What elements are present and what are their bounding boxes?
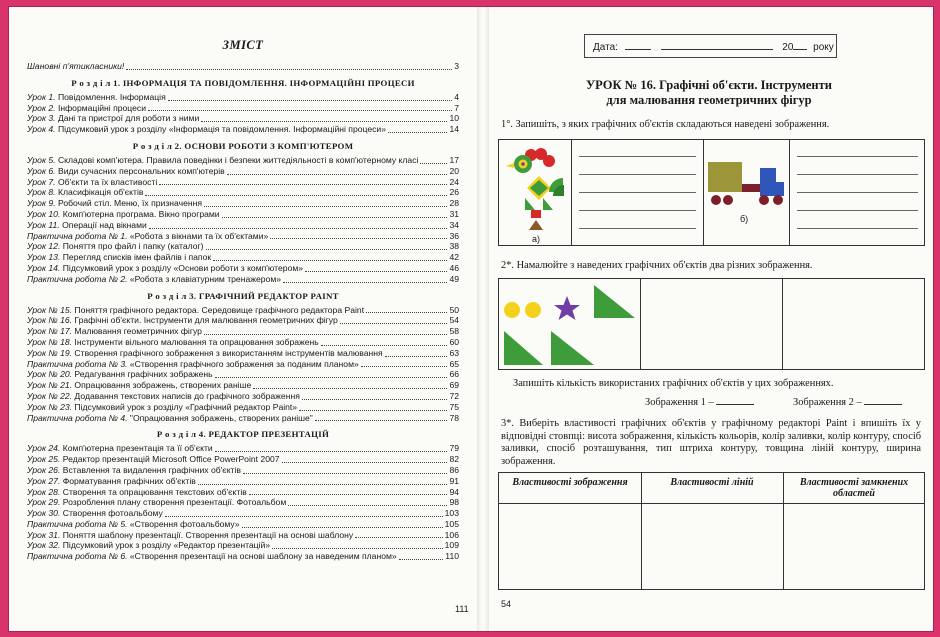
toc-entry-text: Повідомлення. Інформація (55, 91, 166, 102)
toc-entry-title (27, 198, 202, 209)
answer-line[interactable] (797, 174, 918, 175)
right-page-number: 54 (501, 599, 512, 609)
toc-page-number: 14 (449, 124, 459, 135)
divider (571, 140, 572, 245)
toc-entry[interactable] (27, 519, 459, 530)
toc-entry-text: Комп'ютерна програма. Вікно програми (60, 208, 220, 219)
table-header-areas: Властивості замкнених областей (783, 473, 925, 504)
toc-entry-text: Перегляд списків імен файлів і папок (60, 252, 212, 263)
toc-entry-title (27, 497, 286, 508)
toc-page-number: 79 (449, 443, 459, 454)
toc-leader-dots (249, 494, 448, 495)
toc-leader-dots (282, 462, 448, 463)
toc-entry-title (27, 274, 281, 285)
toc-entry-text: Опрацювання зображень, створених раніше (72, 380, 252, 391)
toc-entry-title (27, 508, 163, 519)
toc-entry-title (27, 61, 124, 72)
toc-entry[interactable] (27, 391, 459, 402)
drawing-area-1[interactable] (641, 279, 782, 369)
toc-entry[interactable] (27, 465, 459, 476)
toc-entry-text: Об'єкти та їх властивості (55, 176, 158, 187)
toc-entry-title (27, 337, 319, 348)
toc-leader-dots (315, 420, 448, 421)
label-a: а) (532, 234, 541, 244)
date-month-line[interactable] (661, 41, 773, 50)
properties-table (498, 472, 925, 590)
toc-entry-title (27, 177, 157, 188)
toc-entry-text: Вставлення та видалення графічних об'єктів (60, 464, 241, 475)
toc-entry-title (27, 326, 202, 337)
toc-entry-title (27, 487, 247, 498)
toc-entry[interactable] (27, 348, 459, 359)
book-spread (8, 6, 934, 632)
toc-entry-prefix: Урок № 21. (27, 380, 73, 391)
toc-leader-dots (385, 356, 448, 357)
toc-leader-dots (299, 410, 447, 411)
toc-entry-prefix: Урок 6. (27, 165, 56, 176)
toc-entry[interactable] (27, 508, 459, 519)
toc-entry-title (27, 220, 147, 231)
toc-entry[interactable] (27, 103, 459, 114)
toc-entry[interactable] (27, 497, 459, 508)
toc-leader-dots (288, 505, 447, 506)
toc-entry-title (27, 391, 300, 402)
toc-leader-dots (227, 174, 448, 175)
toc-entry-text: Складові комп'ютера. Правила поведінки і безпеки життєдіяльності в комп'ютерному класі (55, 154, 419, 165)
toc-leader-dots (361, 366, 448, 367)
toc-page-number: 38 (449, 241, 459, 252)
toc-leader-dots (201, 121, 447, 122)
toc-page-number: 69 (449, 380, 459, 391)
toc-entry-text: Форматування графічних об'єктів (60, 475, 196, 486)
toc-entry[interactable] (27, 402, 459, 413)
toc-entry-text: Підсумковий урок з розділу «Редактор презентацій» (60, 540, 271, 551)
toc-entry-prefix: Урок 11. (27, 219, 60, 230)
answer-line[interactable] (579, 156, 696, 157)
toc-entry-text: Поняття графічного редактора. Середовище графічного редактора Paint (72, 304, 365, 315)
toc-entry-prefix: Урок 3. (27, 113, 56, 124)
drawing-area-2[interactable] (783, 279, 924, 369)
toc-entry-title (27, 380, 251, 391)
toc-page-number: 50 (449, 304, 459, 315)
toc-entry-title (27, 402, 297, 413)
toc-entry-prefix: Практична робота № 3. (27, 358, 128, 369)
image-1-label: Зображення 1 – (645, 397, 714, 408)
table-header-image: Властивості зображення (499, 473, 641, 504)
toc-entry-text: Інформаційні процеси (55, 102, 147, 113)
toc-entry[interactable] (27, 380, 459, 391)
toc-leader-dots (242, 527, 443, 528)
toc-entry-prefix: Урок 31. (27, 529, 61, 540)
toc-entry-title (27, 443, 213, 454)
toc-leader-dots (149, 228, 448, 229)
toc-page-number: 54 (449, 315, 459, 326)
toc-entry-title (27, 413, 313, 424)
rooster-picture (501, 144, 567, 240)
toc-entry[interactable] (27, 231, 459, 242)
toc-leader-dots (126, 69, 452, 70)
toc-entry-text: «Робота з клавіатурним тренажером» (127, 273, 282, 284)
task-2b-text: Запишіть кількість використаних графічних об'єктів у цих зображеннях. (513, 378, 834, 389)
toc-entry-text: Поняття шаблону презентації. Створення презентації на основі шаблону (60, 529, 354, 540)
toc-entry[interactable] (27, 220, 459, 231)
toc-entry-text: Робочий стіл. Меню, їх призначення (55, 198, 202, 209)
toc-entry-text: Підсумковий урок з розділу «Графічний редактор Paint» (72, 401, 298, 412)
toc-entry-text: Додавання текстових написів до графічного зображення (72, 390, 300, 401)
date-label: Дата: (593, 42, 618, 53)
toc-entry[interactable] (27, 177, 459, 188)
toc-entry-text: Малювання геометричних фігур (72, 326, 202, 337)
toc-entry-prefix: Урок № 16. (27, 315, 73, 326)
table-cell-image[interactable] (499, 505, 641, 589)
toc-leader-dots (198, 484, 448, 485)
toc-entry-prefix: Урок 8. (27, 187, 56, 198)
toc-entry-text: Редагування графічних зображень (72, 369, 213, 380)
toc-entry-text: Поняття про файл і папку (каталог) (60, 241, 204, 252)
toc-entry-text: Класифікація об'єктів (55, 187, 144, 198)
toc-page-number: 110 (445, 551, 459, 562)
toc-leader-dots (302, 399, 448, 400)
toc-entry-prefix: Практична робота № 4. (27, 412, 128, 423)
table-cell-lines[interactable] (642, 505, 783, 589)
toc-page-number: 106 (444, 529, 459, 540)
toc-entry-title (27, 241, 204, 252)
toc-entry-text: Графічні об'єкти. Інструменти для малювання геометричних фігур (72, 315, 338, 326)
toc-entry-title (27, 551, 397, 562)
toc-leader-dots (165, 516, 443, 517)
toc-page-number: 34 (449, 219, 459, 230)
toc-entry-prefix: Урок № 17. (27, 326, 73, 337)
toc-leader-dots (243, 473, 447, 474)
toc-entry-prefix: Урок 25. (27, 454, 61, 465)
divider (703, 140, 704, 245)
toc-entry-text: Дані та пристрої для роботи з ними (55, 113, 200, 124)
toc-entry-title (27, 465, 241, 476)
lesson-title-line-1: УРОК № 16. Графічні об'єкти. Інструменти (586, 78, 832, 92)
toc-entry-prefix: Урок 7. (27, 176, 56, 187)
toc-entry-text: «Створення презентації на основі шаблону за наведеним планом» (127, 551, 397, 562)
toc-page-number: 78 (449, 412, 459, 423)
toc-page-number: 109 (444, 540, 459, 551)
toc-entry-text: Розроблення плану створення презентації. Фотоальбом (60, 497, 287, 508)
task-2-box (498, 278, 925, 370)
lesson-title-line-2: для малювання геометричних фігур (606, 93, 812, 107)
toc-entry-text: Редактор презентацій Microsoft Office PowerPoint 2007 (60, 454, 280, 465)
toc-page-number: 82 (449, 454, 459, 465)
task-3-text: 3*. Виберіть властивості графічних об'єктів у графічному редакторі Paint і впишіть їх у відповідні стовпці: висота зображення, кількість кольорів, колір заливки, колір контуру, спосіб заливки, спосіб розташування, тип штриха контуру, товщина ліній контуру, ширина зображення. (501, 418, 921, 467)
toc-entry[interactable] (27, 187, 459, 198)
toc-entry[interactable] (27, 263, 459, 274)
toc-entry-title (27, 476, 196, 487)
toc-page-number: 49 (449, 273, 459, 284)
task-1-text: 1°. Запишіть, з яких графічних об'єктів складаються наведені зображення. (501, 119, 830, 130)
toc-entry-title (27, 369, 213, 380)
answer-line[interactable] (797, 192, 918, 193)
date-box (584, 34, 837, 58)
date-day-line[interactable] (625, 41, 651, 50)
toc-entry-prefix: Практична робота № 5. (27, 518, 128, 529)
toc-entry[interactable] (27, 124, 459, 135)
toc-entry-title (27, 359, 359, 370)
answer-line[interactable] (797, 210, 918, 211)
answer-line[interactable] (797, 156, 918, 157)
toc-entry-title (27, 103, 146, 114)
toc-entry-title (27, 263, 303, 274)
toc-entry-title (27, 315, 338, 326)
toc-page-number: 4 (454, 91, 459, 102)
toc-section-heading: Р о з д і л 2. ОСНОВИ РОБОТИ З КОМП'ЮТЕРОМ (132, 140, 354, 151)
toc-entry-prefix: Урок 10. (27, 208, 61, 219)
toc-leader-dots (283, 282, 447, 283)
toc-section-heading: Р о з д і л 4. РЕДАКТОР ПРЕЗЕНТАЦІЙ (156, 429, 330, 440)
toc-entry-prefix: Урок № 22. (27, 390, 73, 401)
toc-page-number: 91 (449, 475, 459, 486)
toc-entry[interactable] (27, 326, 459, 337)
image-1-count (645, 396, 754, 408)
toc-section-heading: Р о з д і л 1. ІНФОРМАЦІЯ ТА ПОВІДОМЛЕННЯ. ІНФОРМАЦІЙНІ ПРОЦЕСИ (71, 77, 415, 88)
toc-entry-title (27, 519, 240, 530)
toc-entry-prefix: Практична робота № 1. (27, 230, 128, 241)
toc-entry[interactable] (27, 209, 459, 220)
toc-entry[interactable] (27, 337, 459, 348)
toc-entry-prefix: Урок 26. (27, 464, 61, 475)
toc-leader-dots (159, 184, 447, 185)
toc-entry[interactable] (27, 305, 459, 316)
toc-entry[interactable] (27, 252, 459, 263)
toc-entry-title (27, 124, 386, 135)
toc-leader-dots (222, 217, 448, 218)
toc-entry-prefix: Урок 2. (27, 102, 56, 113)
toc-entry[interactable] (27, 61, 459, 72)
toc-section-heading: Р о з д і л 3. ГРАФІЧНИЙ РЕДАКТОР PAINT (147, 290, 339, 301)
answer-line[interactable] (797, 228, 918, 229)
toc-entry-text: Інструменти вільного малювання та опрацювання зображень (72, 336, 319, 347)
image-2-count (793, 396, 902, 408)
toc-entry-text: Операції над вікнами (59, 219, 147, 230)
toc-entry-title (27, 113, 199, 124)
toc-page-number: 42 (449, 252, 459, 263)
toc-leader-dots (148, 110, 452, 111)
toc-entry-prefix: Урок 1. (27, 91, 56, 102)
toc-page-number: 105 (444, 518, 459, 529)
date-suffix: року (813, 42, 834, 53)
toc-entry-text: Створення фотоальбому (60, 508, 163, 519)
task-2-text: 2*. Намалюйте з наведених графічних об'єктів два різних зображення. (501, 260, 813, 271)
toc-leader-dots (215, 451, 448, 452)
toc-leader-dots (366, 312, 447, 313)
toc-page-number: 46 (449, 262, 459, 273)
toc-entry[interactable] (27, 487, 459, 498)
toc-entry-text: «Робота з вікнами та їх об'єктами» (127, 230, 269, 241)
toc-title: ЗМІСТ (222, 38, 264, 52)
toc-page-number: 65 (449, 358, 459, 369)
task-1-box (498, 139, 925, 246)
toc-leader-dots (321, 345, 448, 346)
toc-page-number: 26 (449, 187, 459, 198)
toc-entry-title (27, 348, 383, 359)
toc-leader-dots (204, 206, 447, 207)
toc-page-number: 103 (444, 508, 459, 519)
toc-page-number: 86 (449, 464, 459, 475)
toc-entry-prefix: Урок 12. (27, 241, 61, 252)
toc-page-number: 17 (449, 154, 459, 165)
toc-entry-prefix: Урок 4. (27, 124, 56, 135)
toc-entry-prefix: Урок 32. (27, 540, 61, 551)
toc-entry-prefix: Урок 5. (27, 154, 56, 165)
toc-entry[interactable] (27, 551, 459, 562)
answer-line[interactable] (579, 210, 696, 211)
toc-entry[interactable] (27, 166, 459, 177)
right-page (491, 7, 927, 631)
toc-entry-title (27, 155, 418, 166)
toc-entry-title (27, 305, 364, 316)
toc-entry-prefix: Урок 30. (27, 508, 61, 519)
lesson-title (491, 78, 927, 108)
toc-leader-dots (340, 323, 448, 324)
table-cell-areas[interactable] (784, 505, 925, 589)
date-year-line[interactable] (793, 41, 807, 50)
toc-page-number: 94 (449, 486, 459, 497)
left-page (27, 7, 469, 631)
toc-entry-text: Створення та опрацювання текстових об'єктів (60, 486, 247, 497)
toc-entry-title (27, 231, 268, 242)
toc-entry-prefix: Урок 29. (27, 497, 61, 508)
toc-entry-prefix: Урок № 19. (27, 347, 73, 358)
toc-entry-title (27, 530, 353, 541)
toc-leader-dots (355, 537, 442, 538)
answer-line[interactable] (579, 228, 696, 229)
toc-leader-dots (270, 238, 447, 239)
toc-entry-text: Підсумковий урок з розділу «Інформація та повідомлення. Інформаційні процеси» (55, 124, 386, 135)
toc-entry-prefix: Урок 14. (27, 262, 61, 273)
toc-entry[interactable] (27, 443, 459, 454)
toc-page-number: 7 (454, 102, 459, 113)
toc-leader-dots (204, 334, 448, 335)
toc-leader-dots (206, 249, 448, 250)
toc-entry-title (27, 454, 280, 465)
toc-leader-dots (420, 163, 447, 164)
toc-entry-prefix: Урок 13. (27, 252, 61, 263)
toc-page-number: 58 (449, 326, 459, 337)
toc-entry[interactable] (27, 454, 459, 465)
truck-picture (706, 158, 788, 210)
table-of-contents (27, 61, 459, 562)
toc-page-number: 60 (449, 336, 459, 347)
toc-leader-dots (253, 388, 447, 389)
toc-page-number: 20 (449, 165, 459, 176)
toc-entry[interactable] (27, 315, 459, 326)
toc-entry-text: Шановні п'ятикласники! (27, 61, 125, 71)
toc-entry-prefix: Урок № 18. (27, 336, 73, 347)
toc-entry-prefix: Урок 27. (27, 475, 61, 486)
toc-entry-text: «Створення фотоальбому» (127, 518, 240, 529)
image-2-label: Зображення 2 – (793, 397, 862, 408)
toc-entry-title (27, 252, 211, 263)
toc-page-number: 98 (449, 497, 459, 508)
toc-page-number: 72 (449, 390, 459, 401)
answer-line[interactable] (579, 192, 696, 193)
toc-leader-dots (215, 377, 448, 378)
toc-entry[interactable] (27, 476, 459, 487)
toc-entry-prefix: Урок № 23. (27, 401, 73, 412)
toc-leader-dots (305, 271, 447, 272)
toc-entry[interactable] (27, 113, 459, 124)
toc-page-number: 3 (454, 61, 459, 71)
toc-entry-title (27, 166, 225, 177)
toc-leader-dots (145, 195, 447, 196)
toc-entry[interactable] (27, 155, 459, 166)
toc-leader-dots (399, 559, 444, 560)
toc-entry[interactable] (27, 540, 459, 551)
toc-page-number: 10 (449, 113, 459, 124)
toc-entry-prefix: Урок 9. (27, 198, 56, 209)
toc-entry-text: «Створення графічного зображення за поданим планом» (127, 358, 359, 369)
toc-entry[interactable] (27, 530, 459, 541)
date-year-prefix: 20 (782, 42, 794, 53)
toc-entry-title (27, 187, 143, 198)
toc-page-number: 28 (449, 198, 459, 209)
toc-entry-prefix: Практична робота № 6. (27, 551, 128, 562)
label-b: б) (740, 214, 749, 224)
left-page-number: 111 (455, 604, 469, 614)
shapes-palette (499, 279, 637, 371)
toc-page-number: 24 (449, 176, 459, 187)
toc-entry-prefix: Практична робота № 2. (27, 273, 128, 284)
toc-entry[interactable] (27, 359, 459, 370)
toc-entry-title (27, 92, 166, 103)
toc-entry-text: Підсумковий урок з розділу «Основи роботи з комп'ютером» (60, 262, 304, 273)
toc-entry-prefix: Урок № 15. (27, 304, 73, 315)
book-gutter (477, 7, 489, 631)
toc-entry-title (27, 209, 220, 220)
toc-entry-text: "Опрацювання зображень, створених раніше" (127, 412, 313, 423)
toc-entry-title (27, 540, 270, 551)
toc-entry[interactable] (27, 274, 459, 285)
divider (789, 140, 790, 245)
toc-entry[interactable] (27, 92, 459, 103)
answer-line[interactable] (579, 174, 696, 175)
toc-leader-dots (168, 100, 452, 101)
toc-page-number: 36 (449, 230, 459, 241)
toc-page-number: 75 (449, 401, 459, 412)
toc-entry[interactable] (27, 413, 459, 424)
toc-page-number: 63 (449, 347, 459, 358)
image-2-count-line[interactable] (864, 396, 902, 405)
toc-entry-text: Створення графічного зображення з використанням інструментів малювання (72, 347, 383, 358)
toc-entry[interactable] (27, 241, 459, 252)
toc-entry-prefix: Урок № 20. (27, 369, 73, 380)
toc-leader-dots (388, 132, 447, 133)
toc-page-number: 31 (449, 208, 459, 219)
toc-entry-prefix: Урок 24. (27, 443, 61, 454)
toc-entry[interactable] (27, 369, 459, 380)
image-1-count-line[interactable] (716, 396, 754, 405)
toc-entry-prefix: Урок 28. (27, 486, 61, 497)
toc-page-number: 66 (449, 369, 459, 380)
toc-entry-text: Комп'ютерна презентація та її об'єкти (60, 443, 213, 454)
toc-entry[interactable] (27, 198, 459, 209)
table-header-lines: Властивості ліній (641, 473, 783, 504)
toc-leader-dots (272, 548, 443, 549)
toc-leader-dots (213, 260, 447, 261)
toc-entry-text: Види сучасних персональних комп'ютерів (55, 165, 225, 176)
